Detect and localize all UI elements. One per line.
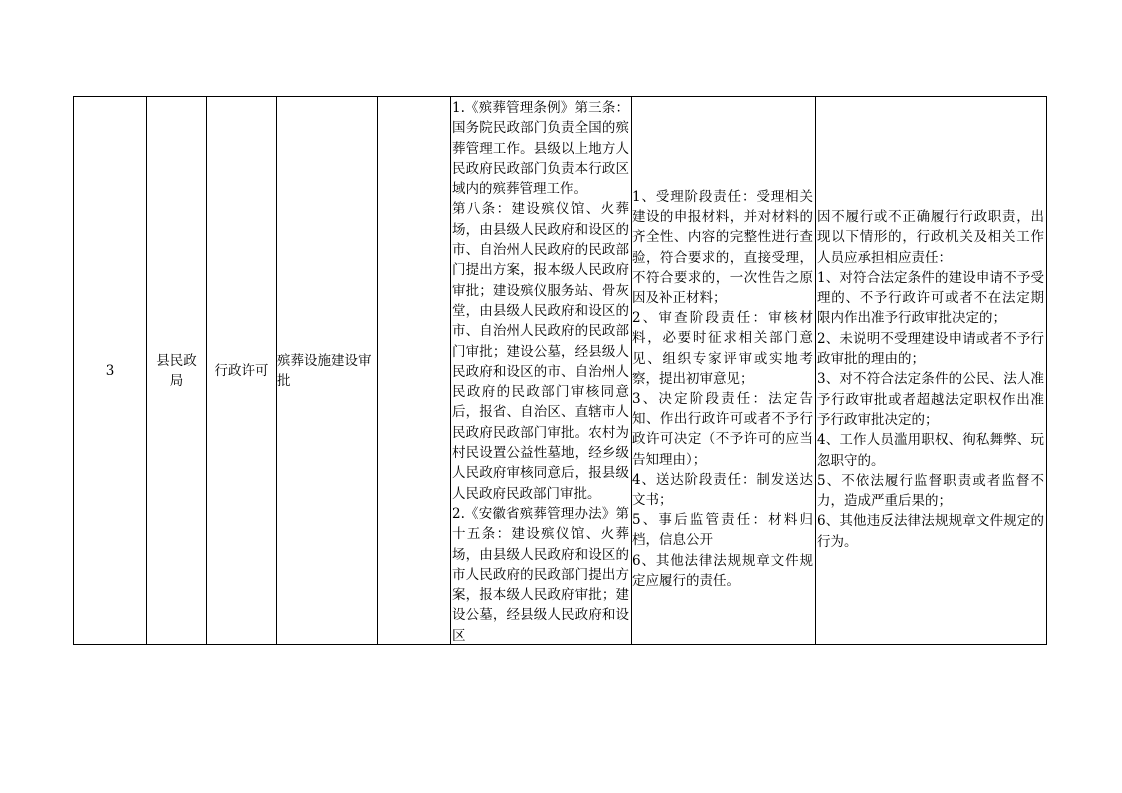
responsibility-item: 1、受理阶段责任：受理相关建设的申报材料，并对材料的齐全性、内容的完整性进行查验，符合要求的，直接受理，不符合要求的，一次性告之原因及补正材料； [632, 189, 813, 307]
legal-basis-text: 1.《殡葬管理条例》第三条：国务院民政部门负责全国的殡葬管理工作。县级以上地方人民政府民政部门负责本行政区域内的殡葬管理工作。 第八条：建设殡仪馆、火葬场，由县级人民政府和设区的市、自治州人民政府的民政部门提出方案，报本级人民政府审批；建设殡仪服务站、骨灰堂，由县级人民政府和设区的市、自治州人民政府的民政部门审批；建设公墓，经县级人民政府和设区的市、自治州人民政府的民政部门审核同意后，报省、自治区、直辖市人民政府民政部门审批。农村为村民设置公益性墓地，经乡级人民政府审核同意后，报县级人民政府民政部门审批。 2.《安徽省殡葬管理办法》第十五条：建设殡仪馆、火葬场，由县级人民政府和设区的市人民政府的民政部门提出方案，报本级人民政府审批；建设公墓，经县级人民政府和设区 [452, 100, 629, 644]
liability-item: 3、对不符合法定条件的公民、法人准予行政审批或者超越法定职权作出准予行政审批决定的； [817, 371, 1044, 428]
liability-list [817, 207, 1044, 552]
table-row [74, 97, 1047, 645]
liability-item: 4、工作人员滥用职权、徇私舞弊、玩忽职守的。 [817, 432, 1044, 469]
liability-item: 5、不依法履行监督职责或者监督不力，造成严重后果的； [817, 472, 1044, 510]
basis-cell [451, 97, 632, 645]
responsibility-item: 6、其他法律法规规章文件规定应履行的责任。 [632, 552, 813, 589]
liability-intro: 因不履行或不正确履行行政职责，出现以下情形的，行政机关及相关工作人员应承担相应责任： [817, 209, 1044, 266]
responsibility-item: 4、送达阶段责任：制发送达文书； [632, 471, 813, 509]
responsibility-list [632, 187, 813, 591]
item-cell [277, 97, 378, 645]
power-category: 行政许可 [214, 362, 269, 379]
responsibility-cell [632, 97, 816, 645]
power-list-table [73, 96, 1047, 645]
liability-item: 6、其他违反法律法规规章文件规定的行为。 [817, 513, 1044, 550]
responsibility-item: 5、事后监管责任：材料归档，信息公开 [632, 512, 813, 549]
liability-cell [816, 97, 1047, 645]
liability-item: 2、未说明不受理建设申请或者不予行政审批的理由的； [817, 330, 1044, 368]
category-cell [207, 97, 277, 645]
dept-name: 县民政局 [156, 352, 197, 389]
power-item-name: 殡葬设施建设审批 [277, 352, 372, 389]
responsibility-item: 2、审查阶段责任：审核材料，必要时征求相关部门意见、组织专家评审或实地考察，提出初审意见； [632, 310, 813, 387]
responsibility-item: 3、决定阶段责任：法定告知、作出行政许可或者不予行政许可决定（不予许可的应当告知理由）； [632, 391, 813, 468]
dept-cell [147, 97, 207, 645]
seq-cell [74, 97, 147, 645]
subitem-cell [378, 97, 451, 645]
seq-number: 3 [105, 362, 115, 379]
liability-item: 1、对符合法定条件的建设申请不予受理的、不予行政许可或者不在法定期限内作出准予行政审批决定的； [817, 269, 1044, 327]
